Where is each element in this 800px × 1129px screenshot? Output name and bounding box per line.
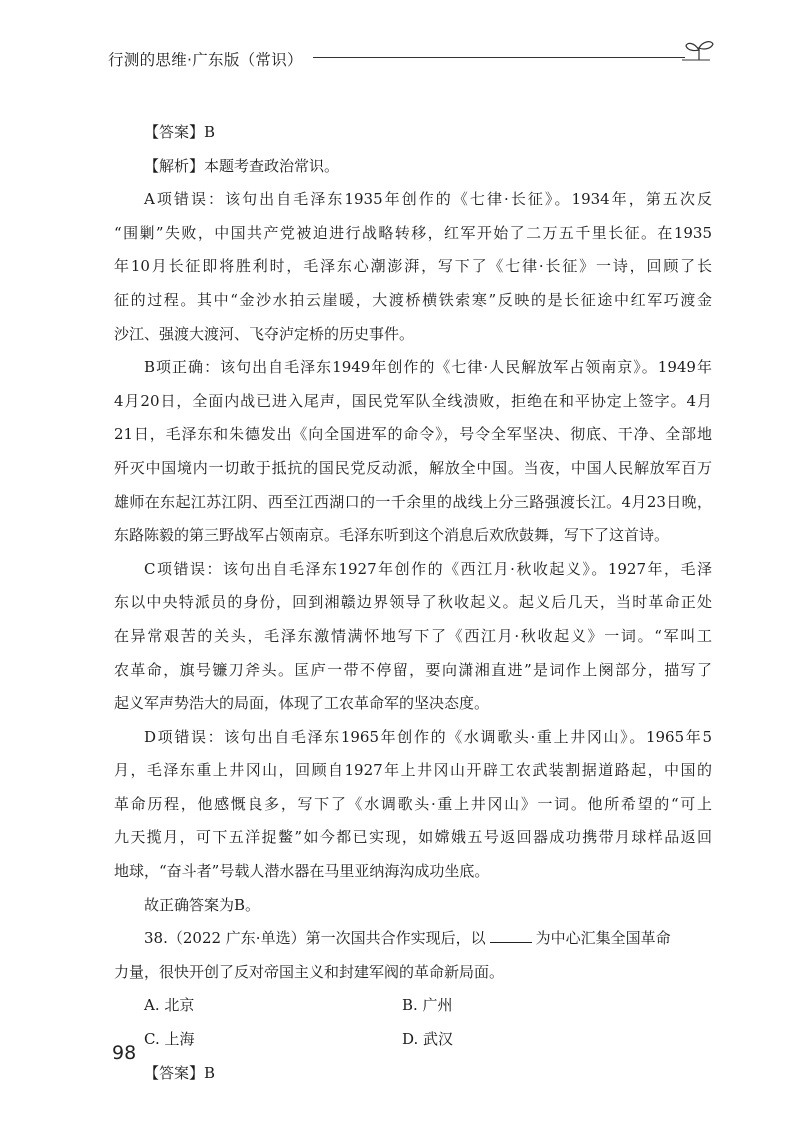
header-rule bbox=[313, 57, 685, 58]
paragraph-a-line: A项错误：该句出自毛泽东1935年创作的《七律·长征》。1934年，第五次反 bbox=[144, 190, 712, 209]
paragraph-d-line: 地球，“奋斗者”号载人潜水器在马里亚纳海沟成功坐底。 bbox=[114, 862, 490, 881]
answer-label: 【答案】B bbox=[144, 1063, 216, 1082]
page-body bbox=[114, 116, 712, 1090]
paragraph-d-line: 革命历程，他感慨良多，写下了《水调歌头·重上井冈山》一词。他所希望的“可上 bbox=[114, 794, 712, 813]
paragraph-b-line: 歼灭中国境内一切敢于抵抗的国民党反动派，解放全中国。当夜，中国人民解放军百万 bbox=[114, 458, 712, 477]
question-38-stem-start: 38.（2022 广东·单选）第一次国共合作实现后，以 bbox=[144, 929, 486, 948]
paragraph-c-line: 起义军声势浩大的局面，体现了工农革命军的坚决态度。 bbox=[114, 694, 490, 713]
paragraph-b-line: B项正确：该句出自毛泽东1949年创作的《七律·人民解放军占领南京》。1949年 bbox=[144, 358, 712, 377]
question-38-stem bbox=[114, 922, 712, 956]
paragraph-a-line: 沙江、强渡大渡河、飞夺泸定桥的历史事件。 bbox=[114, 324, 415, 343]
book-title: 行测的思维·广东版（常识） bbox=[108, 51, 303, 69]
paragraph-c-line: 东以中央特派员的身份，回到湘赣边界领导了秋收起义。起义后几天，当时革命正处 bbox=[114, 593, 712, 612]
page-number: 98 bbox=[112, 1042, 137, 1064]
answer-label: 【答案】B bbox=[144, 123, 216, 141]
paragraph-d-line: 月，毛泽东重上井冈山，回顾自1927年上井冈山开辟工农武装割据道路起，中国的 bbox=[114, 761, 712, 780]
paragraph-b-line: 雄师在东起江苏江阴、西至江西湖口的一千余里的战线上分三路强渡长江。4月23日晚， bbox=[114, 492, 712, 511]
paragraph-c-line: 在异常艰苦的关头，毛泽东激情满怀地写下了《西江月·秋收起义》一词。“军叫工 bbox=[114, 626, 712, 645]
paragraph-c-line: 农革命，旗号镰刀斧头。匡庐一带不停留，要向潇湘直进”是词作上阕部分，描写了 bbox=[114, 660, 712, 679]
paragraph-b-line: 东路陈毅的第三野战军占领南京。毛泽东听到这个消息后欢欣鼓舞，写下了这首诗。 bbox=[114, 526, 670, 545]
options-row bbox=[114, 989, 712, 1023]
analysis-intro: 【解析】本题考查政治常识。 bbox=[144, 156, 340, 175]
option-d: D. 武汉 bbox=[402, 1030, 454, 1049]
paragraph-b-line: 4月20日，全面内战已进入尾声，国民党军队全线溃败，拒绝在和平协定上签字。4月 bbox=[114, 391, 712, 410]
paragraph-a-line: 征的过程。其中“金沙水拍云崖暖，大渡桥横铁索寒”反映的是长征途中红军巧渡金 bbox=[114, 290, 712, 309]
paragraph-b-line: 21日，毛泽东和朱德发出《向全国进军的命令》，号令全军坚决、彻底、干净、全部地 bbox=[114, 425, 712, 444]
paragraph-d-line: 九天揽月，可下五洋捉鳖”如今都已实现，如嫦娥五号返回器成功携带月球样品返回 bbox=[114, 828, 712, 847]
paragraph-a-line: 年10月长征即将胜利时，毛泽东心潮澎湃，写下了《七律·长征》一诗，回顾了长 bbox=[114, 257, 712, 276]
paragraph-d-line: D项错误：该句出自毛泽东1965年创作的《水调歌头·重上井冈山》。1965年5 bbox=[144, 727, 712, 746]
answer-blank bbox=[490, 928, 532, 943]
option-c: C. 上海 bbox=[144, 1030, 195, 1049]
option-a: A. 北京 bbox=[144, 996, 195, 1015]
question-38-stem-end: 为中心汇集全国革命 bbox=[535, 929, 671, 948]
running-header bbox=[108, 44, 718, 74]
paragraph-a-line: “围剿”失败，中国共产党被迫进行战略转移，红军开始了二万五千里长征。在1935 bbox=[114, 223, 712, 242]
options-row bbox=[114, 1023, 712, 1057]
option-b: B. 广州 bbox=[402, 996, 453, 1015]
conclusion: 故正确答案为B。 bbox=[144, 895, 261, 914]
paragraph-c-line: C项错误：该句出自毛泽东1927年创作的《西江月·秋收起义》。1927年，毛泽 bbox=[144, 559, 712, 578]
sprout-icon bbox=[680, 38, 718, 68]
question-38-stem-cont: 力量，很快开创了反对帝国主义和封建军阀的革命新局面。 bbox=[114, 962, 505, 981]
